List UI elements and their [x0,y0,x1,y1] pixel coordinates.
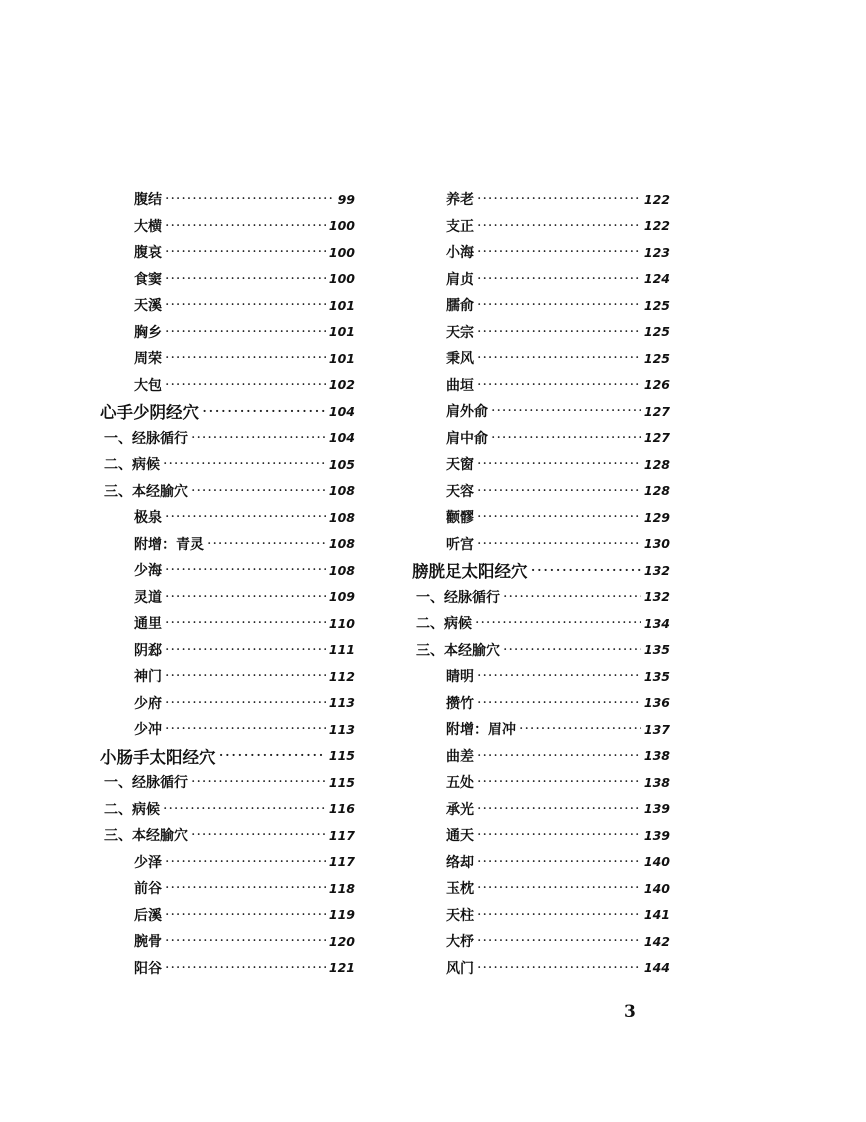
dot-leader [165,933,326,949]
dot-leader [165,880,326,896]
toc-section [100,478,355,505]
toc-label: 食窦 [134,271,162,288]
toc-entry [100,902,355,929]
toc-entry [412,292,670,319]
dot-leader [503,589,641,605]
dot-leader [477,324,641,340]
toc-label: 天容 [446,483,474,500]
toc-page-number: 124 [643,271,670,287]
toc-label: 支正 [446,218,474,235]
dot-leader [165,244,326,260]
toc-page-number: 108 [328,562,355,578]
dot-leader [191,430,326,446]
toc-page-number: 139 [643,827,670,843]
toc-label: 附增：眉冲 [446,722,516,739]
dot-leader [491,430,641,446]
dot-leader [477,297,641,313]
toc-page-number: 105 [328,456,355,472]
toc-page-number: 141 [643,907,670,923]
toc-label: 天柱 [446,907,474,924]
toc-entry [100,663,355,690]
toc-label: 一、经脉循行 [104,775,188,792]
toc-page-number: 113 [328,695,355,711]
toc-page-number: 129 [643,509,670,525]
toc-section [100,769,355,796]
toc-label: 玉枕 [446,881,474,898]
toc-page-number: 113 [328,721,355,737]
toc-entry [412,902,670,929]
dot-leader [519,721,641,737]
toc-section [100,425,355,452]
toc-entry [412,849,670,876]
toc-entry [100,531,355,558]
toc-label: 肩贞 [446,271,474,288]
toc-page-number: 135 [643,642,670,658]
toc-label: 灵道 [134,589,162,606]
toc-entry [412,451,670,478]
toc-page-number: 111 [328,642,355,658]
dot-leader [477,271,641,287]
dot-leader [477,695,641,711]
toc-entry [100,690,355,717]
toc-label: 后溪 [134,907,162,924]
toc-page-number: 127 [643,430,670,446]
dot-leader [165,642,326,658]
toc-page-number: 121 [328,960,355,976]
dot-leader [477,907,641,923]
toc-label: 少冲 [134,722,162,739]
toc-label: 曲差 [446,748,474,765]
dot-leader [477,483,641,499]
toc-label: 大包 [134,377,162,394]
toc-entry [100,610,355,637]
dot-leader [503,642,641,658]
toc-page-number: 108 [328,483,355,499]
toc-page-number: 115 [328,748,355,764]
toc-section [100,451,355,478]
dot-leader [165,695,326,711]
toc-entry [100,504,355,531]
toc-label: 附增：青灵 [134,536,204,553]
toc-label: 大横 [134,218,162,235]
toc-label: 二、病候 [416,616,472,633]
toc-page-number: 136 [643,695,670,711]
toc-label: 攒竹 [446,695,474,712]
dot-leader [491,403,641,419]
toc-page-number: 130 [643,536,670,552]
toc-page-number: 101 [328,297,355,313]
toc-page-number: 127 [643,403,670,419]
toc-entry [100,186,355,213]
dot-leader [165,668,326,684]
toc-entry [412,743,670,770]
toc-page-number: 104 [328,430,355,446]
toc-page-number: 128 [643,456,670,472]
toc-label: 小海 [446,245,474,262]
toc-entry [412,928,670,955]
toc-page-number: 108 [328,536,355,552]
toc-label: 腹哀 [134,245,162,262]
dot-leader [477,827,641,843]
toc-page-number: 128 [643,483,670,499]
toc-label: 少府 [134,695,162,712]
toc-label: 前谷 [134,881,162,898]
toc-label: 三、本经腧穴 [104,483,188,500]
toc-page-number: 109 [328,589,355,605]
toc-label: 通天 [446,828,474,845]
toc-left-column [100,186,355,981]
dot-leader [477,668,641,684]
toc-entry [412,504,670,531]
toc-label: 一、经脉循行 [104,430,188,447]
toc-label: 一、经脉循行 [416,589,500,606]
toc-label: 神门 [134,669,162,686]
toc-entry [100,345,355,372]
dot-leader [477,350,641,366]
toc-entry [412,690,670,717]
toc-page-number: 135 [643,668,670,684]
toc-page-number: 110 [328,615,355,631]
toc-right-column [412,186,670,981]
toc-chapter [412,557,670,584]
dot-leader [165,297,326,313]
toc-page-number: 134 [643,615,670,631]
dot-leader [191,483,326,499]
toc-label: 小肠手太阳经穴 [100,747,216,767]
dot-leader [165,218,326,234]
toc-label: 养老 [446,192,474,209]
dot-leader [477,933,641,949]
toc-page-number: 140 [643,854,670,870]
toc-label: 肩中俞 [446,430,488,447]
toc-page-number: 116 [328,801,355,817]
toc-label: 承光 [446,801,474,818]
toc-entry [412,398,670,425]
toc-label: 三、本经腧穴 [104,828,188,845]
toc-section [412,610,670,637]
toc-label: 络却 [446,854,474,871]
toc-label: 臑俞 [446,298,474,315]
toc-entry [100,637,355,664]
toc-page-number: 125 [643,350,670,366]
toc-entry [100,849,355,876]
toc-page-number: 100 [328,244,355,260]
toc-entry [100,557,355,584]
toc-label: 心手少阴经穴 [100,403,199,423]
toc-chapter [100,743,355,770]
toc-page-number: 125 [643,324,670,340]
toc-label: 腕骨 [134,934,162,951]
toc-page-number: 102 [328,377,355,393]
dot-leader [477,377,641,393]
dot-leader [165,615,326,631]
page-number: 3 [624,1002,636,1022]
toc-label: 二、病候 [104,457,160,474]
toc-page-number: 132 [643,589,670,605]
dot-leader [475,615,641,631]
toc-entry [100,239,355,266]
toc-page-number: 101 [328,324,355,340]
toc-page-number: 122 [643,218,670,234]
toc-page-number: 138 [643,748,670,764]
toc-page-number: 139 [643,801,670,817]
toc-section [100,822,355,849]
toc-label: 天窗 [446,457,474,474]
toc-label: 阴郄 [134,642,162,659]
dot-leader [477,191,641,207]
toc-entry [412,186,670,213]
dot-leader [165,562,326,578]
toc-page-number: 100 [328,218,355,234]
toc-label: 天溪 [134,298,162,315]
toc-label: 少泽 [134,854,162,871]
dot-leader [165,589,326,605]
toc-entry [412,769,670,796]
toc-label: 曲垣 [446,377,474,394]
toc-page-number: 108 [328,509,355,525]
toc-label: 二、病候 [104,801,160,818]
toc-page-number: 115 [328,774,355,790]
toc-label: 腹结 [134,192,162,209]
dot-leader [165,509,326,525]
toc-entry [100,213,355,240]
toc-page-number: 125 [643,297,670,313]
dot-leader [165,324,326,340]
toc-label: 听宫 [446,536,474,553]
toc-entry [412,372,670,399]
dot-leader [219,746,326,765]
toc-label: 胸乡 [134,324,162,341]
toc-entry [100,584,355,611]
toc-entry [100,716,355,743]
toc-label: 睛明 [446,669,474,686]
toc-page-number: 99 [337,191,355,207]
toc-page-number: 138 [643,774,670,790]
toc-page-number: 120 [328,933,355,949]
toc-entry [100,319,355,346]
toc-entry [412,716,670,743]
dot-leader [477,509,641,525]
toc-label: 五处 [446,775,474,792]
toc-entry [412,663,670,690]
toc-entry [100,955,355,982]
dot-leader [165,854,326,870]
dot-leader [477,880,641,896]
toc-page-number: 142 [643,933,670,949]
toc-entry [100,372,355,399]
dot-leader [477,536,641,552]
dot-leader [165,191,335,207]
toc-label: 风门 [446,960,474,977]
toc-entry [412,955,670,982]
toc-label: 少海 [134,563,162,580]
dot-leader [477,218,641,234]
dot-leader [477,774,641,790]
toc-entry [412,239,670,266]
dot-leader [165,350,326,366]
toc-chapter [100,398,355,425]
toc-entry [412,875,670,902]
dot-leader [165,377,326,393]
toc-page-number: 132 [643,562,670,578]
toc-label: 膀胱足太阳经穴 [412,562,528,582]
toc-entry [412,213,670,240]
dot-leader [207,536,326,552]
toc-page-number: 137 [643,721,670,737]
toc-entry [412,345,670,372]
toc-page-number: 117 [328,854,355,870]
toc-label: 三、本经腧穴 [416,642,500,659]
dot-leader [165,960,326,976]
dot-leader [531,561,641,580]
toc-section [100,796,355,823]
toc-label: 极泉 [134,510,162,527]
toc-page-number: 117 [328,827,355,843]
toc-label: 通里 [134,616,162,633]
toc-section [412,637,670,664]
toc-page-number: 119 [328,907,355,923]
toc-entry [100,266,355,293]
dot-leader [477,854,641,870]
dot-leader [477,801,641,817]
toc-page-number: 123 [643,244,670,260]
toc-label: 阳谷 [134,960,162,977]
toc-page-number: 104 [328,403,355,419]
toc-entry [412,822,670,849]
dot-leader [477,456,641,472]
toc-label: 大杼 [446,934,474,951]
dot-leader [202,402,326,421]
toc-section [412,584,670,611]
toc-page-number: 122 [643,191,670,207]
toc-entry [412,531,670,558]
toc-page-number: 100 [328,271,355,287]
toc-label: 天宗 [446,324,474,341]
dot-leader [163,801,326,817]
dot-leader [165,907,326,923]
toc-entry [412,266,670,293]
toc-entry [412,478,670,505]
dot-leader [477,960,641,976]
toc-page-number: 118 [328,880,355,896]
toc-entry [100,928,355,955]
toc-entry [412,319,670,346]
dot-leader [191,827,326,843]
toc-page-number: 112 [328,668,355,684]
toc-entry [100,875,355,902]
toc-label: 周荣 [134,351,162,368]
dot-leader [165,721,326,737]
toc-page-number: 101 [328,350,355,366]
dot-leader [477,244,641,260]
toc-entry [100,292,355,319]
dot-leader [477,748,641,764]
toc-entry [412,425,670,452]
toc-entry [412,796,670,823]
dot-leader [165,271,326,287]
dot-leader [191,774,326,790]
toc-label: 肩外俞 [446,404,488,421]
toc-label: 颧髎 [446,510,474,527]
toc-page-number: 140 [643,880,670,896]
dot-leader [163,456,326,472]
toc-page-number: 126 [643,377,670,393]
toc-page-number: 144 [643,960,670,976]
toc-label: 秉风 [446,351,474,368]
